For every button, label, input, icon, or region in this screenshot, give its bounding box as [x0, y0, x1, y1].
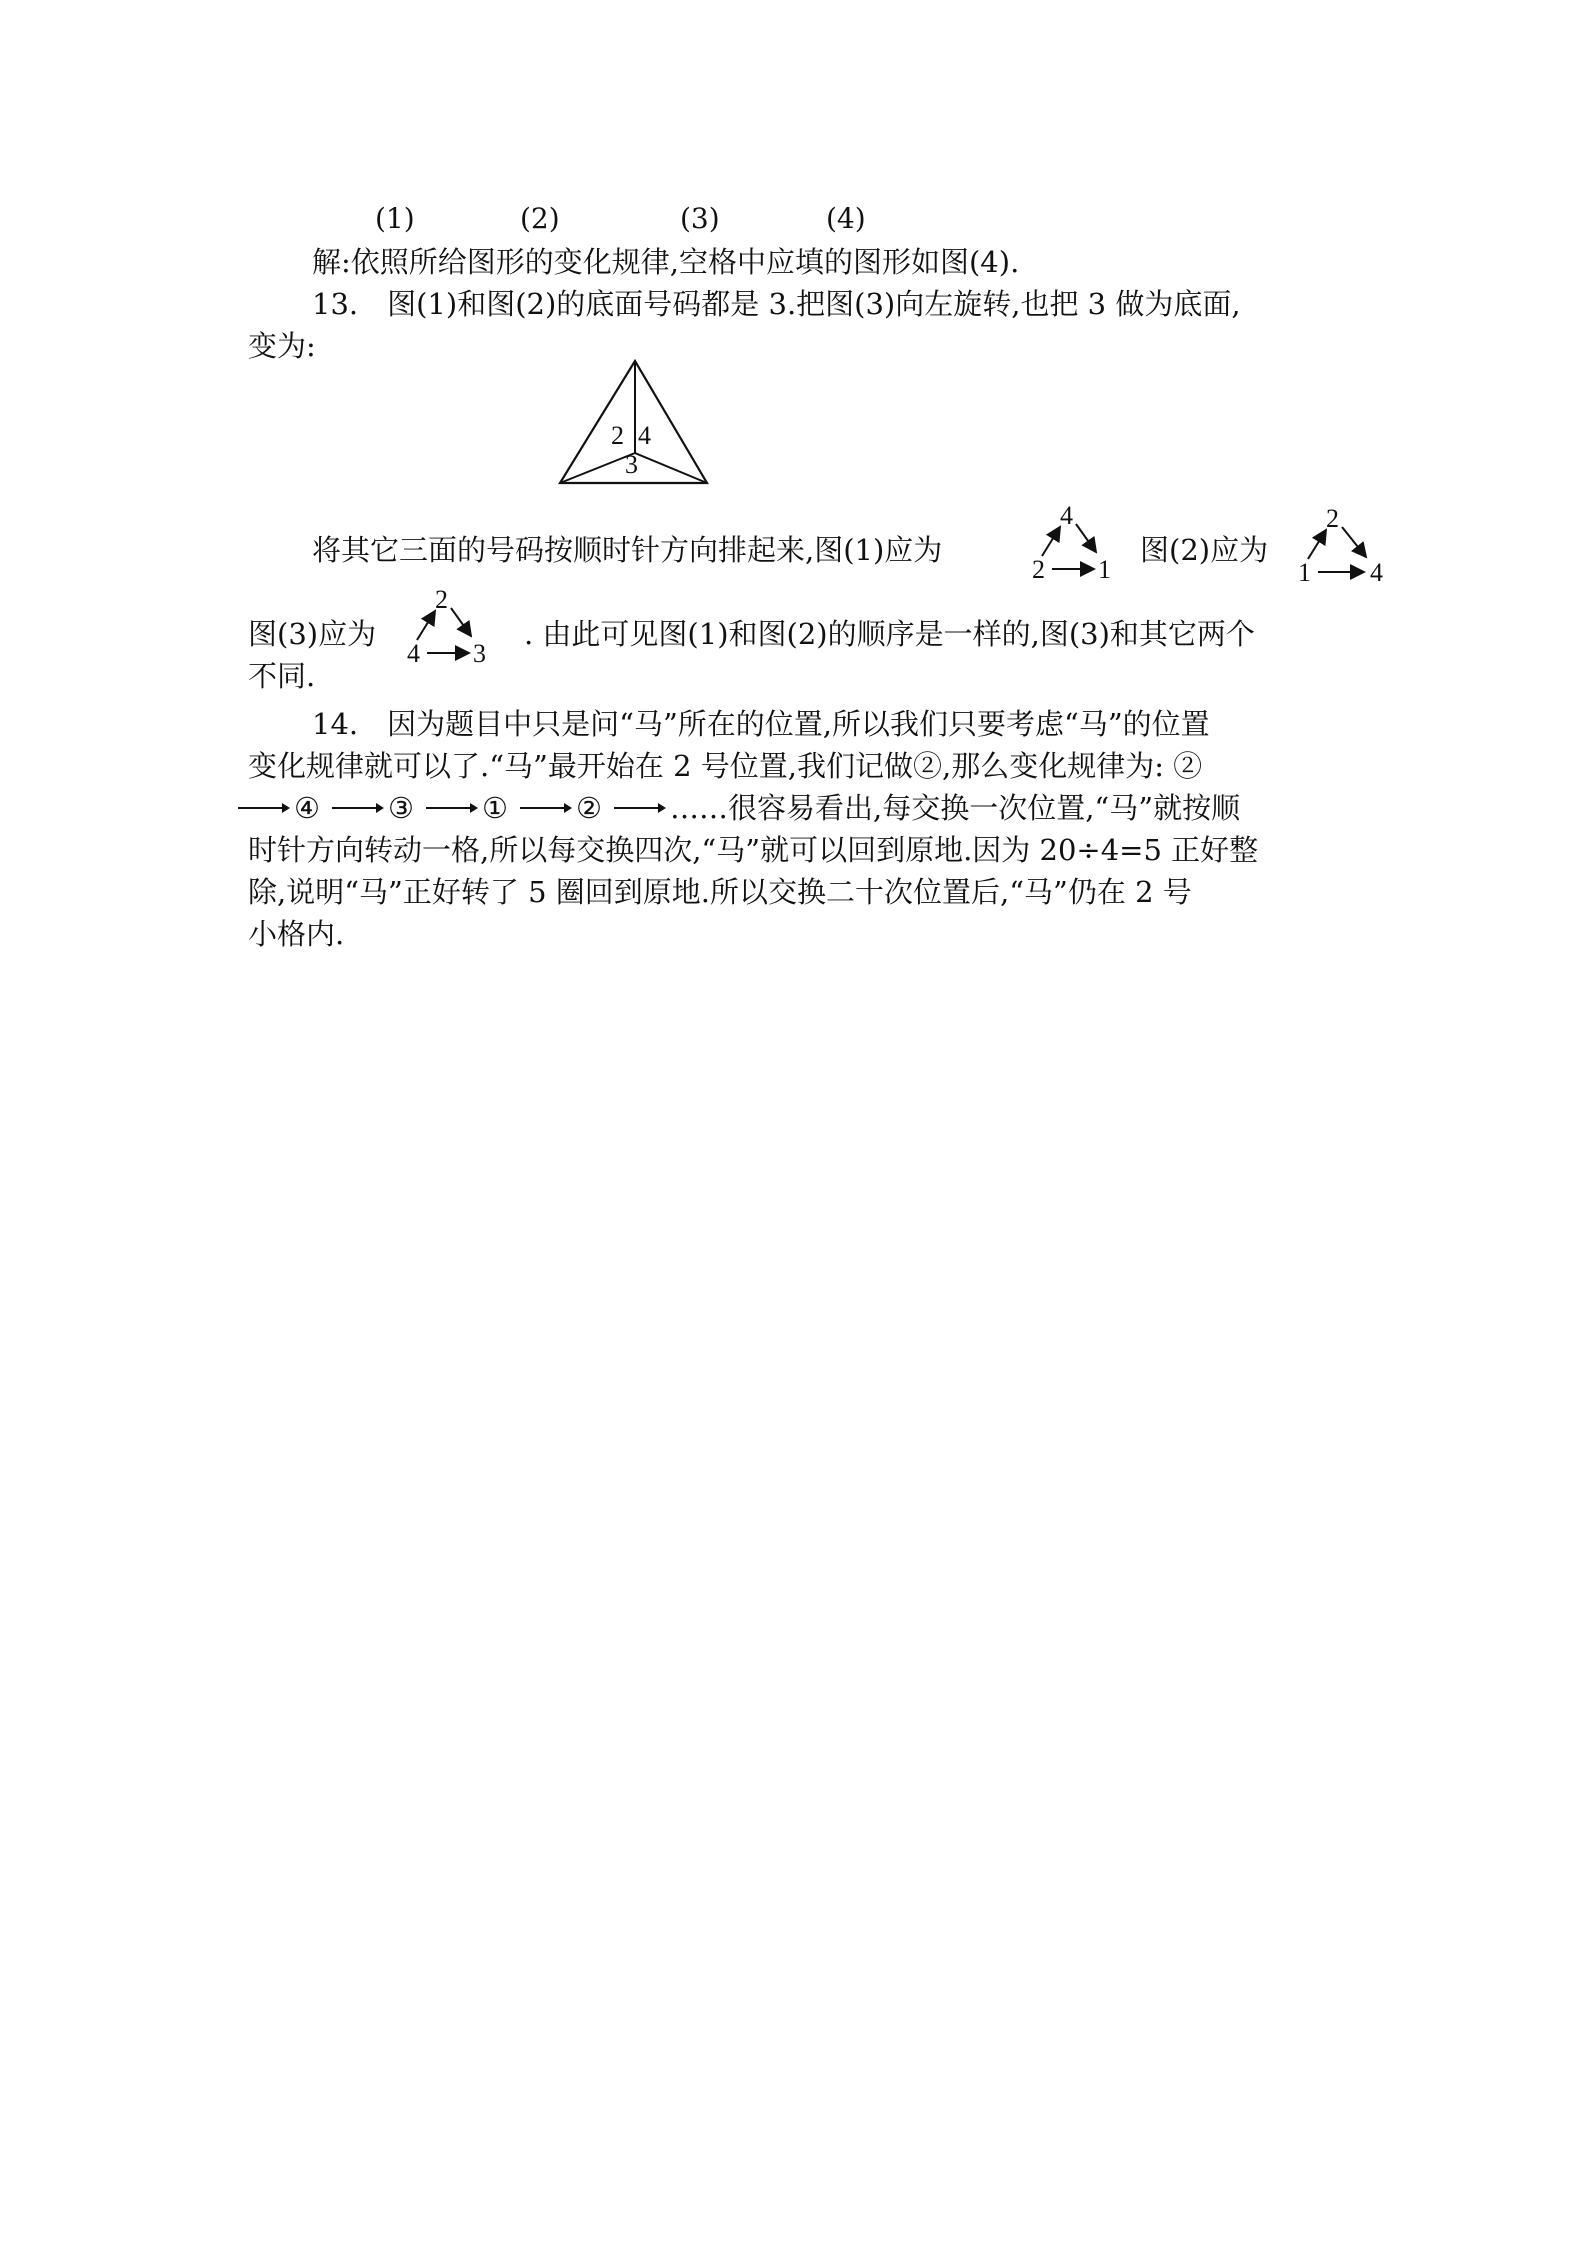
q14-line2: 变化规律就可以了.“马”最开始在 2 号位置,我们记做②,那么变化规律为: ② — [248, 749, 1203, 783]
q13-text-d: . 由此可见图(1)和图(2)的顺序是一样的,图(3)和其它两个 — [524, 617, 1255, 651]
cycle-diagram-1 — [1030, 502, 1130, 582]
q14-line1: 14. 因为题目中只是问“马”所在的位置,所以我们只要考虑“马”的位置 — [312, 707, 1210, 741]
triangle-inner-line — [560, 453, 635, 483]
q14-line6: 小格内. — [248, 917, 345, 951]
chain-rest: ……很容易看出,每交换一次位置,“马”就按顺 — [670, 791, 1241, 825]
long-arrow-icon — [424, 798, 480, 818]
triangle-number: 4 — [638, 421, 651, 450]
cycle-top: 2 — [1326, 505, 1339, 533]
long-arrow-icon — [612, 798, 668, 818]
cycle-right: 1 — [1098, 555, 1111, 582]
chain-step: ④ — [294, 791, 320, 825]
q14-line5: 除,说明“马”正好转了 5 圈回到原地.所以交换二十次位置后,“马”仍在 2 号 — [248, 875, 1192, 909]
figure-label-2: (2) — [520, 202, 560, 235]
q14-line4: 时针方向转动一格,所以每交换四次,“马”就可以回到原地.因为 20÷4=5 正好整 — [248, 833, 1259, 867]
figure-label-4: (4) — [826, 202, 866, 235]
q13-text-e: 不同. — [248, 659, 316, 693]
q13-line1: 13. 图(1)和图(2)的底面号码都是 3.把图(3)向左旋转,也把 3 做为底面, — [312, 287, 1241, 321]
cycle-left: 2 — [1032, 555, 1045, 582]
cycle-left: 1 — [1298, 558, 1311, 585]
triangle-inner-line — [635, 453, 707, 483]
q13-text-c: 图(3)应为 — [248, 617, 377, 651]
cycle-top: 4 — [1060, 502, 1073, 530]
long-arrow-icon — [236, 798, 292, 818]
chain-step: ② — [576, 791, 602, 825]
cycle-diagram-2 — [1296, 505, 1396, 585]
cycle-diagram-3 — [405, 586, 505, 666]
triangle-number: 3 — [625, 450, 638, 479]
chain-step: ① — [482, 791, 508, 825]
cycle-left: 4 — [407, 639, 420, 666]
chain-step: ③ — [388, 791, 414, 825]
long-arrow-icon — [518, 798, 574, 818]
q13-line2: 变为: — [248, 329, 316, 363]
q14-chain-line — [236, 786, 1356, 830]
cycle-top: 2 — [435, 586, 448, 614]
cycle-right: 4 — [1370, 558, 1383, 585]
figure-label-3: (3) — [680, 202, 720, 235]
long-arrow-icon — [330, 798, 386, 818]
cycle-right: 3 — [473, 639, 486, 666]
triangle-number: 2 — [611, 421, 624, 450]
q13-text-a: 将其它三面的号码按顺时针方向排起来,图(1)应为 — [312, 533, 943, 567]
triangle-figure — [555, 355, 715, 490]
q12-answer: 解:依照所给图形的变化规律,空格中应填的图形如图(4). — [312, 245, 1020, 279]
figure-label-1: (1) — [375, 202, 415, 235]
q13-text-b: 图(2)应为 — [1140, 533, 1269, 567]
